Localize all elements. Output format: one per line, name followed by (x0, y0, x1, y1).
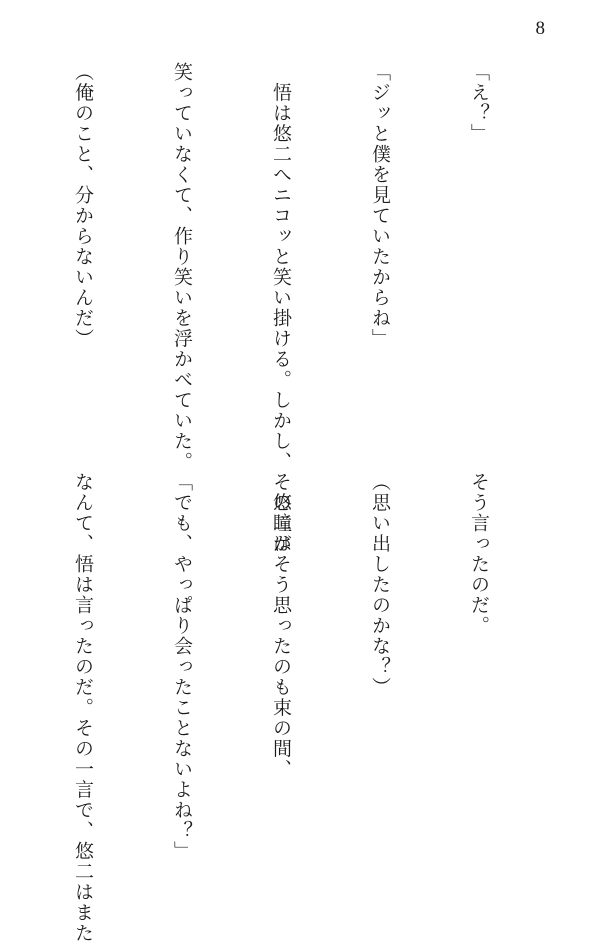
text-line: （俺のこと、分からないんだ） (72, 62, 94, 349)
lower-text-block (0, 472, 561, 944)
text-line: 「でも、やっぱり会ったことないよね？」 (171, 472, 193, 862)
text-line: （思い出したのかな？） (369, 472, 391, 698)
text-line: 「え？」 (468, 62, 490, 144)
text-line: 笑っていなくて、作り笑いを浮かべていた。 (171, 62, 193, 472)
text-line: 「ジッと僕を見ていたからね」 (369, 62, 391, 349)
text-line: なんて、悟は言ったのだ。その一言で、悠二はまた (72, 472, 94, 944)
page-number: 8 (535, 18, 545, 39)
text-line: そう言ったのだ。 (468, 472, 490, 636)
text-line: 悟は悠二へニコッと笑い掛ける。しかし、その瞳は (270, 62, 292, 554)
text-line: 悠二がそう思ったのも束の間、 (270, 472, 292, 780)
